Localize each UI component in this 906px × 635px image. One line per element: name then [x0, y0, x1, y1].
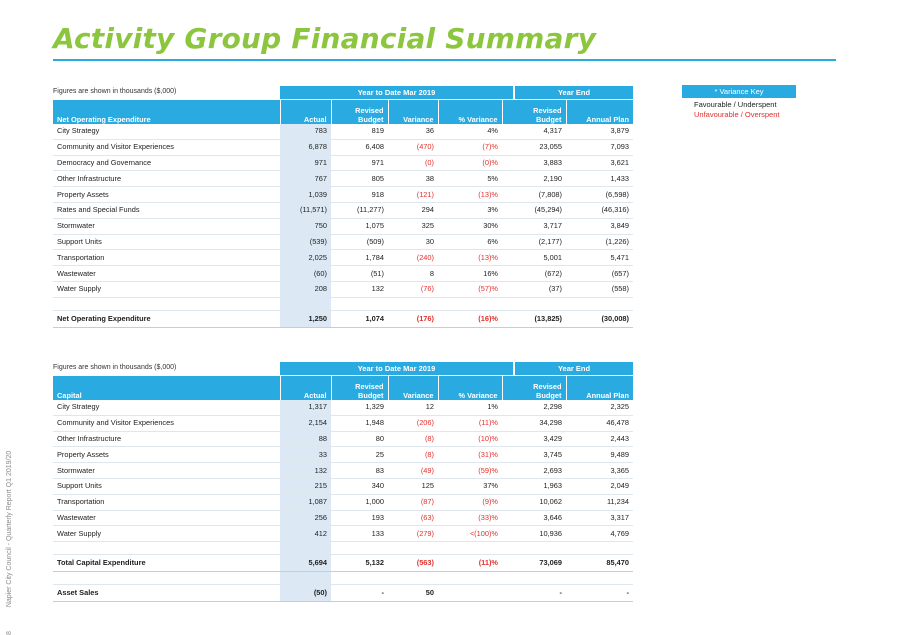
table-cell: 83 — [331, 463, 388, 479]
table-cell: 10,936 — [502, 526, 566, 542]
table-cell: 971 — [331, 155, 388, 171]
table-row — [53, 187, 633, 203]
table-cell: (57)% — [438, 281, 502, 297]
table-cell: (1,226) — [566, 234, 633, 250]
table-cell: 37% — [438, 478, 502, 494]
capex-col-header: Actual — [280, 376, 331, 400]
table-cell: (563) — [388, 555, 438, 572]
table-cell: (2,177) — [502, 234, 566, 250]
table-cell: 3,745 — [502, 447, 566, 463]
table-row — [53, 281, 633, 297]
spacer-row — [53, 542, 633, 555]
table-row — [53, 447, 633, 463]
row-label: Property Assets — [53, 447, 280, 463]
table-cell: (558) — [566, 281, 633, 297]
table-cell: 5% — [438, 171, 502, 187]
table-cell: (206) — [388, 415, 438, 431]
capex-total-row — [53, 585, 633, 602]
table-row — [53, 139, 633, 155]
row-label: Community and Visitor Experiences — [53, 139, 280, 155]
table-cell: - — [331, 585, 388, 602]
table-cell: 412 — [280, 526, 331, 542]
table-cell: 1,948 — [331, 415, 388, 431]
capex-col-header: Revised Budget — [331, 376, 388, 400]
capex-col-header: Capital — [53, 376, 280, 400]
table-cell: (60) — [280, 266, 331, 282]
row-label: City Strategy — [53, 124, 280, 139]
row-label: Transportation — [53, 494, 280, 510]
row-label: Water Supply — [53, 526, 280, 542]
opex-col-header: Annual Plan — [566, 100, 633, 124]
table-cell: 6% — [438, 234, 502, 250]
opex-col-header: Actual — [280, 100, 331, 124]
table-row — [53, 171, 633, 187]
row-label: Wastewater — [53, 266, 280, 282]
table-cell: (87) — [388, 494, 438, 510]
table-cell: (7)% — [438, 139, 502, 155]
opex-col-header: Revised Budget — [331, 100, 388, 124]
table-row — [53, 526, 633, 542]
table-row — [53, 400, 633, 415]
row-label: Community and Visitor Experiences — [53, 415, 280, 431]
table-cell: 132 — [331, 281, 388, 297]
table-cell: 36 — [388, 124, 438, 139]
row-label: Other Infrastructure — [53, 431, 280, 447]
table-cell: 819 — [331, 124, 388, 139]
table-cell: 25 — [331, 447, 388, 463]
table-cell: 85,470 — [566, 555, 633, 572]
table-cell: 805 — [331, 171, 388, 187]
table-cell: 1,433 — [566, 171, 633, 187]
table-cell: 16% — [438, 266, 502, 282]
table-cell: (657) — [566, 266, 633, 282]
variance-key-title: * Variance Key — [682, 85, 796, 98]
table-cell: 133 — [331, 526, 388, 542]
table-row — [53, 431, 633, 447]
table-cell: 256 — [280, 510, 331, 526]
table-cell: 5,001 — [502, 250, 566, 266]
table-cell — [438, 585, 502, 602]
opex-col-header: Revised Budget — [502, 100, 566, 124]
table-row — [53, 250, 633, 266]
report-footer-label: Napier City Council - Quarterly Report Q1 2019/20 — [6, 450, 13, 608]
row-label: Other Infrastructure — [53, 171, 280, 187]
row-label: Water Supply — [53, 281, 280, 297]
table-cell: (240) — [388, 250, 438, 266]
capex-total-row — [53, 555, 633, 572]
table-cell: 23,055 — [502, 139, 566, 155]
table-cell: 7,093 — [566, 139, 633, 155]
table-cell: (0) — [388, 155, 438, 171]
opex-ytd-band: Year to Date Mar 2019 — [280, 86, 513, 99]
spacer-row — [53, 572, 633, 585]
title-divider — [53, 59, 836, 61]
row-label: Wastewater — [53, 510, 280, 526]
table-cell: (13)% — [438, 187, 502, 203]
table-cell: 2,298 — [502, 400, 566, 415]
capex-col-header: % Variance — [438, 376, 502, 400]
table-cell: (37) — [502, 281, 566, 297]
table-cell: 2,025 — [280, 250, 331, 266]
table-cell: (13,825) — [502, 310, 566, 327]
table-cell: 11,234 — [566, 494, 633, 510]
table-cell: 918 — [331, 187, 388, 203]
opex-col-header: Variance — [388, 100, 438, 124]
table-cell: 1,075 — [331, 218, 388, 234]
spacer-row — [53, 297, 633, 310]
table-cell: (11,277) — [331, 202, 388, 218]
table-cell: 2,325 — [566, 400, 633, 415]
table-cell: 12 — [388, 400, 438, 415]
table-cell: 325 — [388, 218, 438, 234]
table-cell: 34,298 — [502, 415, 566, 431]
opex-units-note: Figures are shown in thousands ($,000) — [53, 88, 177, 95]
opex-total-row — [53, 310, 633, 327]
table-cell: <(100)% — [438, 526, 502, 542]
table-cell: 1,317 — [280, 400, 331, 415]
table-cell: 1,039 — [280, 187, 331, 203]
table-cell: 215 — [280, 478, 331, 494]
table-cell: 6,878 — [280, 139, 331, 155]
opex-year-end-band: Year End — [515, 86, 633, 99]
table-cell: (51) — [331, 266, 388, 282]
table-cell: 4,769 — [566, 526, 633, 542]
table-cell: 767 — [280, 171, 331, 187]
table-cell: (76) — [388, 281, 438, 297]
table-cell: 1,087 — [280, 494, 331, 510]
table-cell: (30,008) — [566, 310, 633, 327]
table-cell: (59)% — [438, 463, 502, 479]
table-cell: 80 — [331, 431, 388, 447]
capex-col-header: Annual Plan — [566, 376, 633, 400]
table-cell: 3,365 — [566, 463, 633, 479]
table-cell: (279) — [388, 526, 438, 542]
table-cell: 3,621 — [566, 155, 633, 171]
row-label: City Strategy — [53, 400, 280, 415]
table-cell: (11)% — [438, 415, 502, 431]
table-cell: (16)% — [438, 310, 502, 327]
table-row — [53, 155, 633, 171]
table-cell: (49) — [388, 463, 438, 479]
table-cell: 750 — [280, 218, 331, 234]
row-label: Rates and Special Funds — [53, 202, 280, 218]
table-cell: (10)% — [438, 431, 502, 447]
table-cell: 294 — [388, 202, 438, 218]
table-cell: 1,329 — [331, 400, 388, 415]
table-row — [53, 218, 633, 234]
table-cell: 971 — [280, 155, 331, 171]
row-label: Stormwater — [53, 218, 280, 234]
table-cell: 3,429 — [502, 431, 566, 447]
table-cell: 208 — [280, 281, 331, 297]
table-cell: 2,443 — [566, 431, 633, 447]
table-cell: 46,478 — [566, 415, 633, 431]
sidebar-footer — [6, 451, 13, 635]
table-cell: (0)% — [438, 155, 502, 171]
table-cell: 783 — [280, 124, 331, 139]
table-cell: 3,883 — [502, 155, 566, 171]
table-cell: (13)% — [438, 250, 502, 266]
variance-key-unfavourable: Unfavourable / Overspent — [694, 110, 780, 119]
table-cell: 73,069 — [502, 555, 566, 572]
table-cell: - — [566, 585, 633, 602]
capex-units-note: Figures are shown in thousands ($,000) — [53, 364, 177, 371]
opex-table — [53, 100, 633, 328]
row-label: Support Units — [53, 478, 280, 494]
table-cell: 1,250 — [280, 310, 331, 327]
table-cell: 2,190 — [502, 171, 566, 187]
table-cell: 132 — [280, 463, 331, 479]
table-cell: 3,317 — [566, 510, 633, 526]
row-label: Support Units — [53, 234, 280, 250]
table-row — [53, 124, 633, 139]
table-cell: (33)% — [438, 510, 502, 526]
table-cell: 2,154 — [280, 415, 331, 431]
table-cell: (63) — [388, 510, 438, 526]
table-row — [53, 478, 633, 494]
table-cell: 8 — [388, 266, 438, 282]
table-cell: 2,693 — [502, 463, 566, 479]
table-cell: (50) — [280, 585, 331, 602]
row-label: Asset Sales — [53, 585, 280, 602]
table-cell: 193 — [331, 510, 388, 526]
table-row — [53, 234, 633, 250]
table-cell: 5,694 — [280, 555, 331, 572]
table-cell: - — [502, 585, 566, 602]
page-number: 8 — [6, 631, 13, 635]
table-row — [53, 415, 633, 431]
table-cell: 1,000 — [331, 494, 388, 510]
table-row — [53, 202, 633, 218]
row-label: Democracy and Governance — [53, 155, 280, 171]
table-cell: 33 — [280, 447, 331, 463]
table-cell: 4% — [438, 124, 502, 139]
table-cell: (672) — [502, 266, 566, 282]
table-cell: 1% — [438, 400, 502, 415]
capex-col-header: Variance — [388, 376, 438, 400]
table-cell: (9)% — [438, 494, 502, 510]
table-cell: (176) — [388, 310, 438, 327]
table-cell: 3,646 — [502, 510, 566, 526]
capex-col-header: Revised Budget — [502, 376, 566, 400]
table-cell: (6,598) — [566, 187, 633, 203]
table-cell: 1,963 — [502, 478, 566, 494]
table-cell: 30 — [388, 234, 438, 250]
table-cell: 5,132 — [331, 555, 388, 572]
table-cell: 1,074 — [331, 310, 388, 327]
table-cell: 3,849 — [566, 218, 633, 234]
table-cell: (7,808) — [502, 187, 566, 203]
table-row — [53, 463, 633, 479]
table-cell: 4,317 — [502, 124, 566, 139]
table-cell: 1,784 — [331, 250, 388, 266]
table-cell: 3,879 — [566, 124, 633, 139]
opex-col-header: Net Operating Expenditure — [53, 100, 280, 124]
opex-col-header: % Variance — [438, 100, 502, 124]
table-cell: 10,062 — [502, 494, 566, 510]
table-row — [53, 510, 633, 526]
table-cell: 38 — [388, 171, 438, 187]
table-cell: 30% — [438, 218, 502, 234]
table-cell: (45,294) — [502, 202, 566, 218]
table-cell: (31)% — [438, 447, 502, 463]
table-cell: 9,489 — [566, 447, 633, 463]
table-cell: (470) — [388, 139, 438, 155]
table-cell: 340 — [331, 478, 388, 494]
capex-year-end-band: Year End — [515, 362, 633, 375]
table-cell: 125 — [388, 478, 438, 494]
capex-ytd-band: Year to Date Mar 2019 — [280, 362, 513, 375]
row-label: Transportation — [53, 250, 280, 266]
row-label: Net Operating Expenditure — [53, 310, 280, 327]
table-cell: (509) — [331, 234, 388, 250]
table-row — [53, 494, 633, 510]
page-title: Activity Group Financial Summary — [53, 22, 597, 55]
table-cell: (46,316) — [566, 202, 633, 218]
capex-table — [53, 376, 633, 602]
row-label: Stormwater — [53, 463, 280, 479]
opex-header-row — [53, 100, 633, 124]
table-cell: 5,471 — [566, 250, 633, 266]
capex-header-row — [53, 376, 633, 400]
variance-key-favourable: Favourable / Underspent — [694, 100, 777, 109]
table-cell: (539) — [280, 234, 331, 250]
table-cell: (121) — [388, 187, 438, 203]
table-cell: (8) — [388, 447, 438, 463]
table-cell: 88 — [280, 431, 331, 447]
variance-key — [682, 85, 796, 120]
table-cell: 3% — [438, 202, 502, 218]
table-cell: 2,049 — [566, 478, 633, 494]
table-cell: 3,717 — [502, 218, 566, 234]
table-cell: (11,571) — [280, 202, 331, 218]
table-cell: (8) — [388, 431, 438, 447]
row-label: Property Assets — [53, 187, 280, 203]
table-row — [53, 266, 633, 282]
table-cell: (11)% — [438, 555, 502, 572]
table-cell: 50 — [388, 585, 438, 602]
table-cell: 6,408 — [331, 139, 388, 155]
row-label: Total Capital Expenditure — [53, 555, 280, 572]
